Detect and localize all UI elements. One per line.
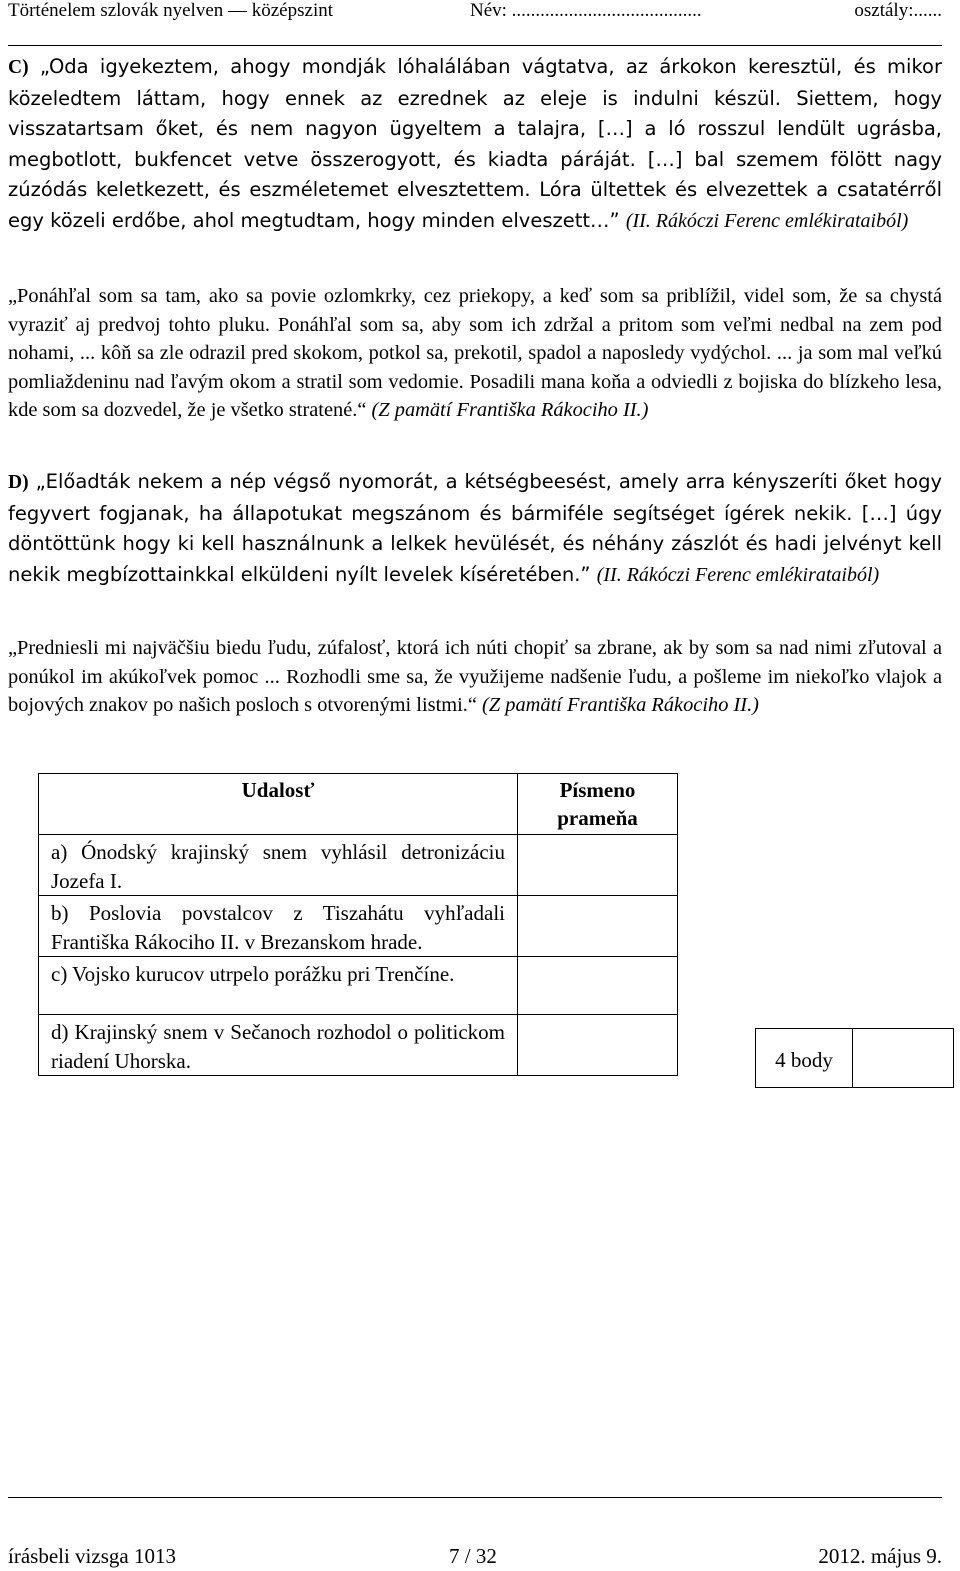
section-c-hungarian	[8, 52, 942, 237]
class-field: osztály:......	[854, 0, 942, 21]
section-c-slovak	[8, 282, 942, 425]
score-box	[755, 1028, 954, 1088]
source-answer-cell[interactable]	[518, 896, 678, 957]
section-d-hu-source: (II. Rákóczi Ferenc emlékirataiból)	[596, 563, 880, 586]
column-header-source: Písmeno prameňa	[518, 774, 678, 835]
table-header-row	[39, 774, 678, 835]
section-c-hu-text: „Oda igyekeztem, ahogy mondják lóhalálában vágtatva, az árkokon keresztül, és mikor közeledtem láttam, hogy ennek az ezrednek az eleje is indulni készül. Siettem, hogy visszatartsam őket, és nem nagyon ügyeltem a talajra, […] a ló rosszul lendült ugrásba, megbotlott, bukfencet vetve összerogyott, és kiadta páráját. […] bal szemem fölött nagy zúzódás keletkezett, és eszméletemet elvesztettem. Lóra ültettek és elvezettek a csatatérről egy közeli erdőbe, ahol megtudtam, hogy minden elveszett…”	[8, 55, 942, 232]
section-c-sk-text: „Ponáhľal som sa tam, ako sa povie ozlomkrky, cez priekopy, a keď som sa priblížil, videl som, že sa chystá vyraziť aj predvoj tohto pluku. Ponáhľal som sa, aby som ich zdržal a pritom som veľmi nedbal na zem pod nohami, ... kôň sa zle odrazil pred skokom, potkol sa, prekotil, spadol a naposledy vydýchol. ... ja som mal veľkú pomliaždeninu nad ľavým okom a stratil som vedomie. Posadili mana koňa a odviedli z bojiska do blízkeho lesa, kde som sa dozvedel, že je všetko stratené.“	[8, 285, 942, 421]
exam-code: írásbeli vizsga 1013	[8, 1544, 176, 1568]
source-answer-cell[interactable]	[518, 957, 678, 1015]
event-cell: d) Krajinský snem v Sečanoch rozhodol o politickom riadení Uhorska.	[39, 1015, 518, 1076]
name-field: Név: ........................................	[470, 0, 702, 21]
event-cell: c) Vojsko kurucov utrpelo porážku pri Trenčíne.	[39, 957, 518, 1015]
section-d-hungarian	[8, 467, 942, 590]
score-field[interactable]	[853, 1029, 953, 1087]
source-answer-cell[interactable]	[518, 1015, 678, 1076]
section-d-slovak	[8, 634, 942, 720]
table-row	[39, 957, 678, 1015]
subject-title: Történelem szlovák nyelven — középszint	[8, 0, 334, 21]
table-row	[39, 1015, 678, 1076]
table-row	[39, 896, 678, 957]
footer-divider	[8, 1497, 942, 1498]
section-d-label: D)	[8, 472, 29, 493]
page-number: 7 / 32	[449, 1544, 497, 1568]
source-answer-cell[interactable]	[518, 835, 678, 896]
event-cell: a) Ónodský krajinský snem vyhlásil detronizáciu Jozefa I.	[39, 835, 518, 896]
column-header-event: Udalosť	[39, 774, 518, 835]
section-c-hu-source: (II. Rákóczi Ferenc emlékirataiból)	[625, 209, 909, 232]
section-d-sk-text: „Predniesli mi najväčšiu biedu ľudu, zúfalosť, ktorá ich núti chopiť sa zbrane, ak by som sa nad nimi zľutoval a ponúkol im akúkoľvek pomoc ... Rozhodli sme sa, že využijeme nadšenie ľudu, a pošleme im niekoľko vlajok a bojových znakov po našich posloch s otvorenými listmi.“	[8, 637, 942, 716]
header-divider	[8, 45, 942, 46]
section-c-sk-source: (Z pamätí Františka Rákociho II.)	[371, 399, 649, 421]
page-header	[8, 0, 942, 30]
table-row	[39, 835, 678, 896]
section-c-label: C)	[8, 57, 29, 78]
section-d-hu-text: „Előadták nekem a nép végső nyomorát, a kétségbeesést, amely arra kényszeríti őket hogy fegyvert fogjanak, ha állapotukat megszánom és bármiféle segítséget ígérek nekik. […] úgy döntöttünk hogy ki kell használnunk a lelkek hevülését, és néhány zászlót és hadi jelvényt kell nekik megbízottainkkal elküldeni nyílt levelek kíséretében.”	[8, 470, 942, 586]
exam-date: 2012. május 9.	[818, 1544, 942, 1568]
score-label: 4 body	[756, 1029, 853, 1087]
events-table	[38, 773, 678, 1076]
section-d-sk-source: (Z pamätí Františka Rákociho II.)	[482, 694, 759, 716]
event-cell: b) Poslovia povstalcov z Tiszahátu vyhľadali Františka Rákociho II. v Brezanskom hrade.	[39, 896, 518, 957]
